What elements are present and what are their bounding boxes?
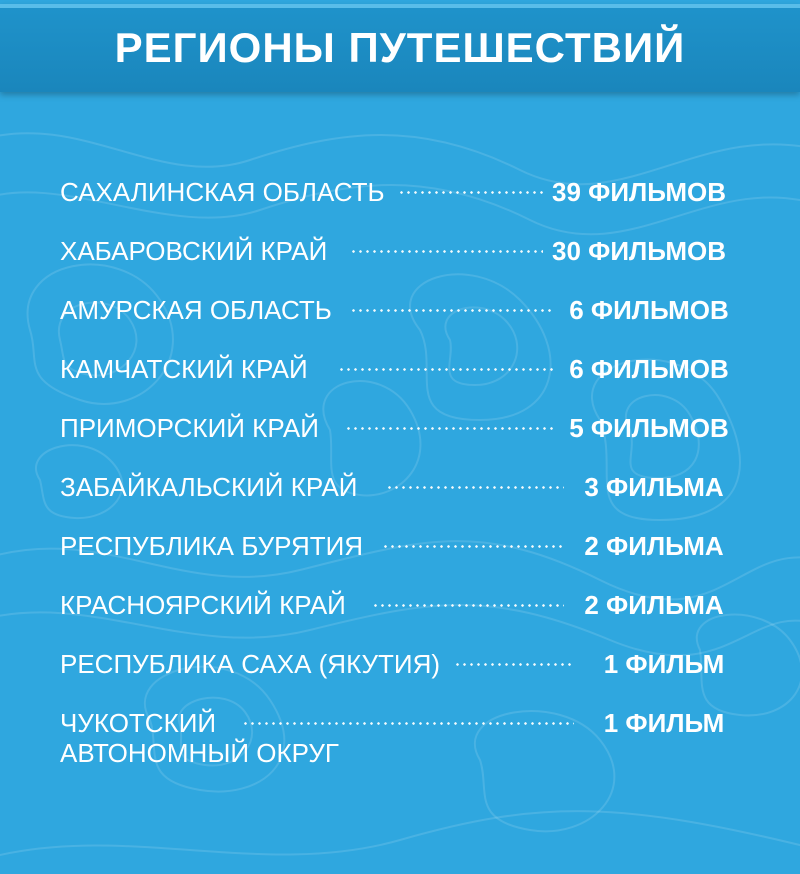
title-banner <box>0 4 800 92</box>
region-name: ХАБАРОВСКИЙ КРАЙ <box>60 236 328 266</box>
region-name: АМУРСКАЯ ОБЛАСТЬ <box>60 295 332 325</box>
page-title: РЕГИОНЫ ПУТЕШЕСТВИЙ <box>114 24 686 71</box>
region-row-buryatia <box>60 531 750 571</box>
film-count: 2 ФИЛЬМА <box>584 531 724 561</box>
dotted-leader <box>398 191 543 194</box>
film-count: 1 ФИЛЬМ <box>603 649 725 679</box>
dotted-leader <box>350 250 543 253</box>
region-name: РЕСПУБЛИКА БУРЯТИЯ <box>60 531 364 561</box>
region-name-line-2: АВТОНОМНЫЙ ОКРУГ <box>60 738 339 768</box>
dotted-leader <box>350 309 553 312</box>
dotted-leader <box>345 427 553 430</box>
dotted-leader <box>242 722 574 725</box>
dotted-leader <box>386 486 564 489</box>
region-row-zabaikalsky <box>60 472 750 512</box>
region-row-chukotka <box>60 708 750 778</box>
film-count: 3 ФИЛЬМА <box>584 472 724 502</box>
region-name: САХАЛИНСКАЯ ОБЛАСТЬ <box>60 177 385 207</box>
region-row-khabarovsk <box>60 236 750 276</box>
region-name: ЗАБАЙКАЛЬСКИЙ КРАЙ <box>60 472 358 502</box>
film-count: 30 ФИЛЬМОВ <box>552 236 726 266</box>
film-count: 2 ФИЛЬМА <box>584 590 724 620</box>
film-count: 6 ФИЛЬМОВ <box>569 354 729 384</box>
region-name: РЕСПУБЛИКА САХА (ЯКУТИЯ) <box>60 649 441 679</box>
region-row-sakha <box>60 649 750 689</box>
film-count: 39 ФИЛЬМОВ <box>552 177 726 207</box>
region-name: КАМЧАТСКИЙ КРАЙ <box>60 354 308 384</box>
dotted-leader <box>382 545 564 548</box>
region-row-primorye <box>60 413 750 453</box>
region-row-amur <box>60 295 750 335</box>
region-row-sakhalin <box>60 177 750 217</box>
region-name-line-1: ЧУКОТСКИЙ <box>60 708 217 738</box>
film-count: 6 ФИЛЬМОВ <box>569 295 729 325</box>
region-name: КРАСНОЯРСКИЙ КРАЙ <box>60 590 346 620</box>
region-name: ПРИМОРСКИЙ КРАЙ <box>60 413 319 443</box>
film-count: 1 ФИЛЬМ <box>603 708 725 738</box>
region-row-kamchatka <box>60 354 750 394</box>
region-name <box>60 708 339 768</box>
dotted-leader <box>338 368 553 371</box>
film-count: 5 ФИЛЬМОВ <box>569 413 729 443</box>
dotted-leader <box>372 604 564 607</box>
region-row-krasnoyarsk <box>60 590 750 630</box>
